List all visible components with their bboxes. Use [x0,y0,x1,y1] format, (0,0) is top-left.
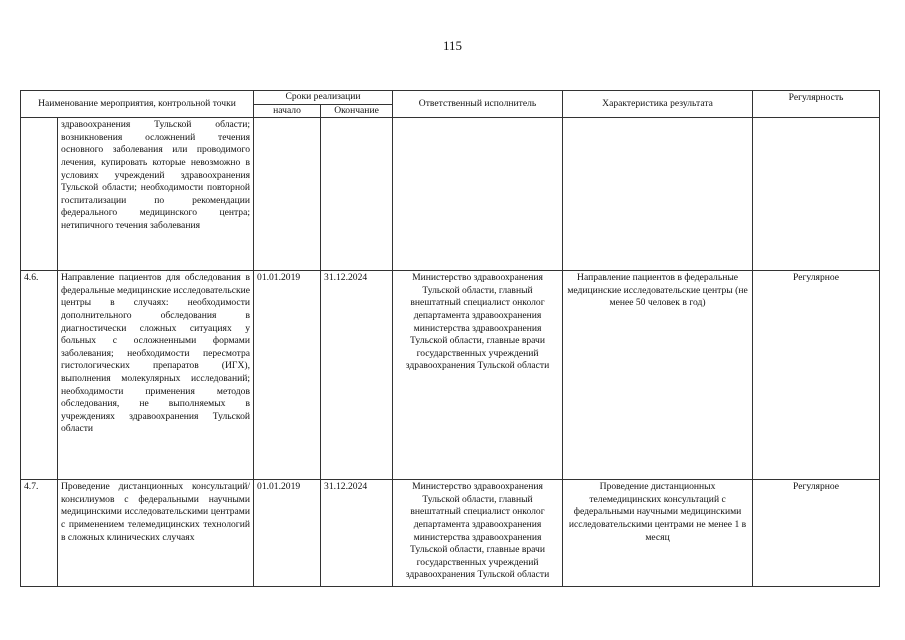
row-end [321,118,393,271]
table-row [21,480,880,587]
header-name: Наименование мероприятия, контрольной точки [21,91,254,118]
row-regularity [753,118,880,271]
page-number: 115 [442,38,463,53]
row-name: Направление пациентов для обследования в федеральные медицинские исследовательские центры в случаях: необходимости дополнительного обследования в диагностически сложных ситуациях у больных с осложненными формами заболевания; необходимости пересмотра гистологических препаратов (ИГХ), выполнения молекулярных исследований; необходимости применения методов обследования, не выполняемых в учреждениях здравоохранения Тульской области [58,271,254,480]
table-row [21,118,880,271]
table-row [21,271,880,480]
row-start: 01.01.2019 [254,271,321,480]
plan-table [20,90,880,587]
header-regularity: Регулярность [753,91,880,118]
row-end: 31.12.2024 [321,271,393,480]
row-number [21,118,58,271]
row-start: 01.01.2019 [254,480,321,587]
row-start [254,118,321,271]
row-regularity: Регулярное [753,480,880,587]
header-result: Характеристика результата [563,91,753,118]
row-executor: Министерство здравоохранения Тульской области, главный внештатный специалист онколог департамента здравоохранения министерства здравоохранения Тульской области, главные врачи государственных учреждений здравоохранения Тульской области [393,271,563,480]
row-result: Направление пациентов в федеральные медицинские исследовательские центры (не менее 50 человек в год) [563,271,753,480]
row-number: 4.7. [21,480,58,587]
header-row [21,91,880,105]
row-name: здравоохранения Тульской области; возникновения осложнений течения основного заболевания или проводимого лечения, купировать которые невозможно в условиях учреждений здравоохранения Тульской области; необходимости повторной госпитализации по рекомендации федерального медицинского центра; нетипичного течения заболевания [58,118,254,271]
row-end: 31.12.2024 [321,480,393,587]
header-start: начало [254,104,321,118]
header-deadlines: Сроки реализации [254,91,393,105]
row-regularity: Регулярное [753,271,880,480]
row-executor [393,118,563,271]
header-executor: Ответственный исполнитель [393,91,563,118]
row-result: Проведение дистанционных телемедицинских консультаций с федеральными научными медицинскими исследовательскими центрами не менее 1 в месяц [563,480,753,587]
row-name: Проведение дистанционных консультаций/консилиумов с федеральными научными медицинскими исследовательскими центрами с применением телемедицинских технологий в сложных клинических случаях [58,480,254,587]
row-number: 4.6. [21,271,58,480]
header-end: Окончание [321,104,393,118]
row-result [563,118,753,271]
row-executor: Министерство здравоохранения Тульской области, главный внештатный специалист онколог департамента здравоохранения министерства здравоохранения Тульской области, главные врачи государственных учреждений здравоохранения Тульской области [393,480,563,587]
